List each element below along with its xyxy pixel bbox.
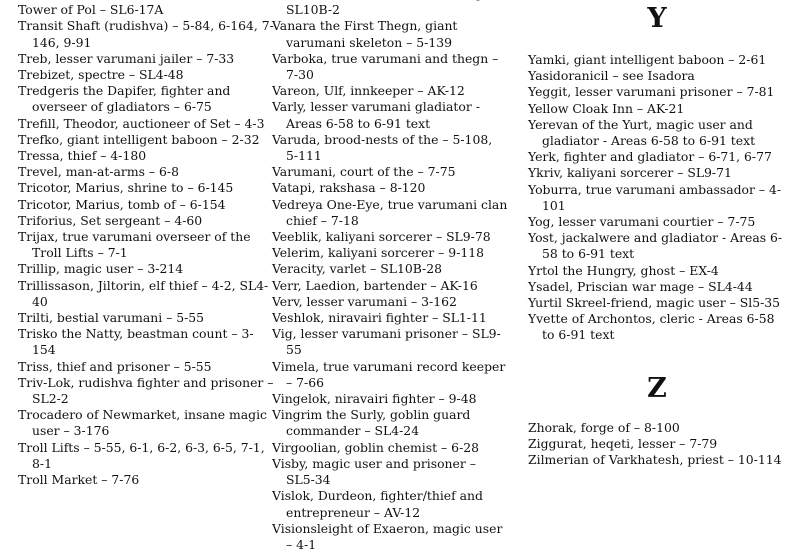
index-entry: Varumani, court of the – 7-75 bbox=[272, 164, 456, 180]
index-entry: Trijax, true varumani overseer of the Troll Lifts – 7-1 bbox=[18, 229, 251, 261]
index-entry: Trefill, Theodor, auctioneer of Set – 4-3 bbox=[18, 115, 265, 131]
index-entry: Vislok, Durdeon, fighter/thief and entrepreneur – AV-12 bbox=[272, 488, 483, 520]
index-entry: Ziggurat, heqeti, lesser – 7-79 bbox=[528, 435, 718, 451]
index-entry: Yurtil Skreel-friend, magic user – Sl5-35 bbox=[528, 295, 781, 311]
index-entry: Trevel, man-at-arms – 6-8 bbox=[18, 164, 179, 180]
index-entry: Trillissason, Jiltorin, elf thief – 4-2, SL4-40 bbox=[18, 277, 269, 309]
index-entry: Triss, thief and prisoner – 5-55 bbox=[18, 358, 212, 374]
index-entry: Trocadero of Newmarket, insane magic user – 3-176 bbox=[18, 407, 267, 439]
index-entry: Yamki, giant intelligent baboon – 2-61 bbox=[528, 52, 767, 67]
index-entry: Trisko the Natty, beastman count – 3-154 bbox=[18, 326, 254, 358]
index-entry: Ykriv, kaliyani sorcerer – SL9-71 bbox=[528, 165, 732, 181]
section-heading-y: Y bbox=[647, 3, 667, 34]
index-entry: Triv-Lok, rudishva fighter and prisoner – SL2-2 bbox=[18, 374, 274, 407]
index-entry: Veshlok, niravairi fighter – SL1-11 bbox=[272, 310, 487, 326]
index-entry: Ysadel, Priscian war mage – SL4-44 bbox=[528, 278, 753, 294]
index-entry: Zhorak, forge of – 8-100 bbox=[528, 419, 680, 435]
index-entry: Verv, lesser varumani – 3-162 bbox=[272, 293, 457, 309]
index-entry: Transit Shaft (rudishva) – 5-84, 6-164, 7-146, 9-91 bbox=[18, 18, 274, 50]
index-entry: Tredgeris the Dapifer, fighter and overseer of gladiators – 6-75 bbox=[18, 83, 231, 115]
index-entry: Varly, lesser varumani gladiator - Areas 6-58 to 6-91 text bbox=[272, 99, 480, 131]
index-entry: Vanara the First Thegn, giant varumani skeleton – 5-139 bbox=[272, 18, 458, 50]
section-z-entries bbox=[528, 420, 786, 469]
index-entry: Tressa, thief – 4-180 bbox=[18, 148, 147, 164]
index-entry: Vingelok, niravairi fighter – 9-48 bbox=[272, 391, 477, 407]
index-entry: Yoburra, true varumani ambassador – 4-101 bbox=[528, 181, 782, 213]
index-entry: Tower of Pol – SL6-17A bbox=[18, 2, 164, 18]
index-entry: Varuda, brood-nests of the – 5-108, 5-111 bbox=[272, 131, 493, 164]
section-y-entries bbox=[528, 52, 786, 344]
index-entry: Trebizet, spectre – SL4-48 bbox=[18, 67, 184, 83]
index-entry: Trilti, bestial varumani – 5-55 bbox=[18, 310, 205, 326]
index-entry: Treb, lesser varumani jailer – 7-33 bbox=[18, 50, 235, 66]
index-entry: Veeblik, kaliyani sorcerer – SL9-78 bbox=[272, 229, 491, 245]
index-entry: Yellow Cloak Inn – AK-21 bbox=[528, 100, 685, 116]
index-entry: Trefko, giant intelligent baboon – 2-32 bbox=[18, 131, 260, 147]
index-entry: Vareon, Ulf, innkeeper – AK-12 bbox=[272, 83, 465, 99]
index-entry: SL10B-2 bbox=[286, 2, 340, 18]
index-entry: Vimela, true varumani record keeper – 7-66 bbox=[272, 358, 506, 390]
index-entry: Yost, jackalwere and gladiator - Areas 6-58 to 6-91 text bbox=[528, 230, 783, 262]
index-entry: Vatapi, rakshasa – 8-120 bbox=[272, 180, 426, 196]
index-entry: Yvette of Archontos, cleric - Areas 6-58 to 6-91 text bbox=[528, 311, 775, 343]
index-entry: Troll Market – 7-76 bbox=[18, 472, 140, 488]
index-entry: Veracity, varlet – SL10B-28 bbox=[272, 261, 442, 277]
index-column-3 bbox=[528, 0, 786, 468]
index-entry: Virgoolian, goblin chemist – 6-28 bbox=[272, 439, 480, 455]
index-entry: Vedreya One-Eye, true varumani clan chief – 7-18 bbox=[272, 196, 508, 228]
index-entry: Verr, Laedion, bartender – AK-16 bbox=[272, 277, 478, 293]
index-entry: Yog, lesser varumani courtier – 7-75 bbox=[528, 214, 756, 230]
index-entry: Vingrim the Surly, goblin guard commander – SL4-24 bbox=[272, 407, 471, 439]
index-entry: Vig, lesser varumani prisoner – SL9-55 bbox=[272, 326, 501, 358]
index-entry: Yeggit, lesser varumani prisoner – 7-81 bbox=[528, 84, 775, 100]
index-entry: Zilmerian of Varkhatesh, priest – 10-114 bbox=[528, 452, 782, 468]
index-column-1 bbox=[18, 0, 276, 488]
index-entry: Visby, magic user and prisoner – SL5-34 bbox=[272, 455, 476, 488]
index-entry: Tricotor, Marius, tomb of – 6-154 bbox=[18, 196, 226, 212]
index-entry: Velerim, kaliyani sorcerer – 9-118 bbox=[272, 245, 485, 261]
index-entry: Yasidoranicil – see Isadora bbox=[528, 68, 695, 84]
section-heading-z: Z bbox=[647, 372, 667, 404]
index-entry: Troll Lifts – 5-55, 6-1, 6-2, 6-3, 6-5, 7-1, 8-1 bbox=[18, 439, 265, 471]
index-entry: Trillip, magic user – 3-214 bbox=[18, 261, 184, 277]
index-entry: Visionsleight of Exaeron, magic user – 4-1 bbox=[272, 520, 503, 552]
index-entry: Varboka, true varumani and thegn – 7-30 bbox=[272, 50, 499, 83]
index-entry: Yerevan of the Yurt, magic user and gladiator - Areas 6-58 to 6-91 text bbox=[528, 116, 756, 149]
index-entry: Tricotor, Marius, shrine to – 6-145 bbox=[18, 180, 234, 196]
index-entry: Triforius, Set sergeant – 4-60 bbox=[18, 212, 203, 228]
index-entry: Yerk, fighter and gladiator – 6-71, 6-77 bbox=[528, 149, 772, 165]
index-entry: Yrtol the Hungry, ghost – EX-4 bbox=[528, 262, 719, 278]
index-column-2 bbox=[272, 0, 508, 553]
